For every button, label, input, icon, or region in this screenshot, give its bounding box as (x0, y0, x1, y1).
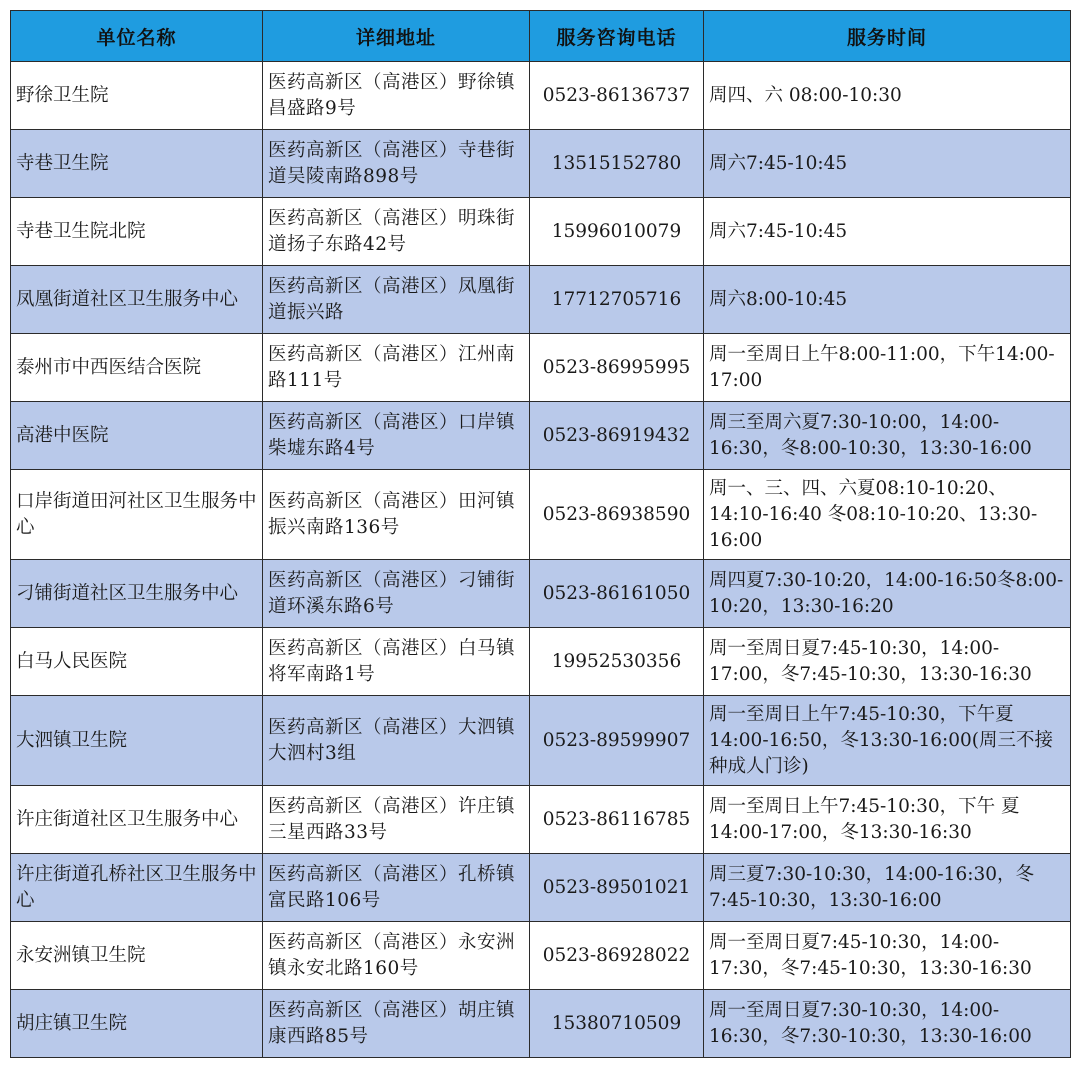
header-address: 详细地址 (263, 11, 530, 62)
vaccination-service-table (10, 10, 1071, 1058)
phone-cell: 0523-86161050 (530, 560, 704, 628)
address-cell: 医药高新区（高港区）永安洲镇永安北路160号 (263, 922, 530, 990)
table-row (11, 560, 1071, 628)
table-row (11, 62, 1071, 130)
address-cell: 医药高新区（高港区）孔桥镇富民路106号 (263, 854, 530, 922)
service-time-cell: 周三夏7:30-10:30，14:00-16:30，冬7:45-10:30，13:30-16:00 (704, 854, 1071, 922)
table-row (11, 470, 1071, 560)
service-time-cell: 周一至周日夏7:45-10:30，14:00-17:30，冬7:45-10:30，13:30-16:30 (704, 922, 1071, 990)
address-cell: 医药高新区（高港区）江州南路111号 (263, 334, 530, 402)
unit-name-cell: 口岸街道田河社区卫生服务中心 (11, 470, 263, 560)
unit-name-cell: 寺巷卫生院 (11, 130, 263, 198)
phone-cell: 17712705716 (530, 266, 704, 334)
phone-cell: 15996010079 (530, 198, 704, 266)
table-header (11, 11, 1071, 62)
service-time-cell: 周一、三、四、六夏08:10-10:20、14:10-16:40 冬08:10-10:20、13:30-16:00 (704, 470, 1071, 560)
service-time-cell: 周四、六 08:00-10:30 (704, 62, 1071, 130)
service-time-cell: 周一至周日上午7:45-10:30，下午 夏14:00-17:00，冬13:30-16:30 (704, 786, 1071, 854)
phone-cell: 0523-86995995 (530, 334, 704, 402)
phone-cell: 19952530356 (530, 628, 704, 696)
unit-name-cell: 许庄街道社区卫生服务中心 (11, 786, 263, 854)
address-cell: 医药高新区（高港区）大泗镇大泗村3组 (263, 696, 530, 786)
phone-cell: 0523-89501021 (530, 854, 704, 922)
table-row (11, 990, 1071, 1058)
phone-cell: 0523-89599907 (530, 696, 704, 786)
header-phone: 服务咨询电话 (530, 11, 704, 62)
table-row (11, 266, 1071, 334)
service-time-cell: 周一至周日上午8:00-11:00，下午14:00-17:00 (704, 334, 1071, 402)
table-row (11, 854, 1071, 922)
service-table-container (10, 10, 1070, 1058)
address-cell: 医药高新区（高港区）许庄镇三星西路33号 (263, 786, 530, 854)
unit-name-cell: 高港中医院 (11, 402, 263, 470)
unit-name-cell: 刁铺街道社区卫生服务中心 (11, 560, 263, 628)
phone-cell: 0523-86938590 (530, 470, 704, 560)
address-cell: 医药高新区（高港区）凤凰街道振兴路 (263, 266, 530, 334)
phone-cell: 0523-86116785 (530, 786, 704, 854)
address-cell: 医药高新区（高港区）野徐镇昌盛路9号 (263, 62, 530, 130)
service-time-cell: 周三至周六夏7:30-10:00，14:00-16:30，冬8:00-10:30，13:30-16:00 (704, 402, 1071, 470)
phone-cell: 15380710509 (530, 990, 704, 1058)
phone-cell: 0523-86928022 (530, 922, 704, 990)
service-time-cell: 周四夏7:30-10:20，14:00-16:50冬8:00-10:20，13:30-16:20 (704, 560, 1071, 628)
address-cell: 医药高新区（高港区）口岸镇柴墟东路4号 (263, 402, 530, 470)
table-row (11, 130, 1071, 198)
address-cell: 医药高新区（高港区）白马镇将军南路1号 (263, 628, 530, 696)
address-cell: 医药高新区（高港区）田河镇振兴南路136号 (263, 470, 530, 560)
unit-name-cell: 许庄街道孔桥社区卫生服务中心 (11, 854, 263, 922)
table-row (11, 696, 1071, 786)
unit-name-cell: 野徐卫生院 (11, 62, 263, 130)
table-row (11, 334, 1071, 402)
unit-name-cell: 泰州市中西医结合医院 (11, 334, 263, 402)
address-cell: 医药高新区（高港区）刁铺街道环溪东路6号 (263, 560, 530, 628)
address-cell: 医药高新区（高港区）寺巷街道吴陵南路898号 (263, 130, 530, 198)
service-time-cell: 周六8:00-10:45 (704, 266, 1071, 334)
header-unit-name: 单位名称 (11, 11, 263, 62)
unit-name-cell: 永安洲镇卫生院 (11, 922, 263, 990)
header-row (11, 11, 1071, 62)
service-time-cell: 周六7:45-10:45 (704, 198, 1071, 266)
service-time-cell: 周一至周日上午7:45-10:30，下午夏14:00-16:50，冬13:30-16:00(周三不接种成人门诊) (704, 696, 1071, 786)
table-row (11, 402, 1071, 470)
table-row (11, 922, 1071, 990)
phone-cell: 13515152780 (530, 130, 704, 198)
unit-name-cell: 大泗镇卫生院 (11, 696, 263, 786)
address-cell: 医药高新区（高港区）胡庄镇康西路85号 (263, 990, 530, 1058)
table-row (11, 786, 1071, 854)
phone-cell: 0523-86919432 (530, 402, 704, 470)
unit-name-cell: 白马人民医院 (11, 628, 263, 696)
unit-name-cell: 寺巷卫生院北院 (11, 198, 263, 266)
unit-name-cell: 凤凰街道社区卫生服务中心 (11, 266, 263, 334)
header-service-time: 服务时间 (704, 11, 1071, 62)
service-time-cell: 周一至周日夏7:45-10:30，14:00-17:00，冬7:45-10:30，13:30-16:30 (704, 628, 1071, 696)
table-row (11, 628, 1071, 696)
address-cell: 医药高新区（高港区）明珠街道扬子东路42号 (263, 198, 530, 266)
table-body (11, 62, 1071, 1058)
unit-name-cell: 胡庄镇卫生院 (11, 990, 263, 1058)
service-time-cell: 周六7:45-10:45 (704, 130, 1071, 198)
table-row (11, 198, 1071, 266)
phone-cell: 0523-86136737 (530, 62, 704, 130)
service-time-cell: 周一至周日夏7:30-10:30，14:00-16:30，冬7:30-10:30，13:30-16:00 (704, 990, 1071, 1058)
